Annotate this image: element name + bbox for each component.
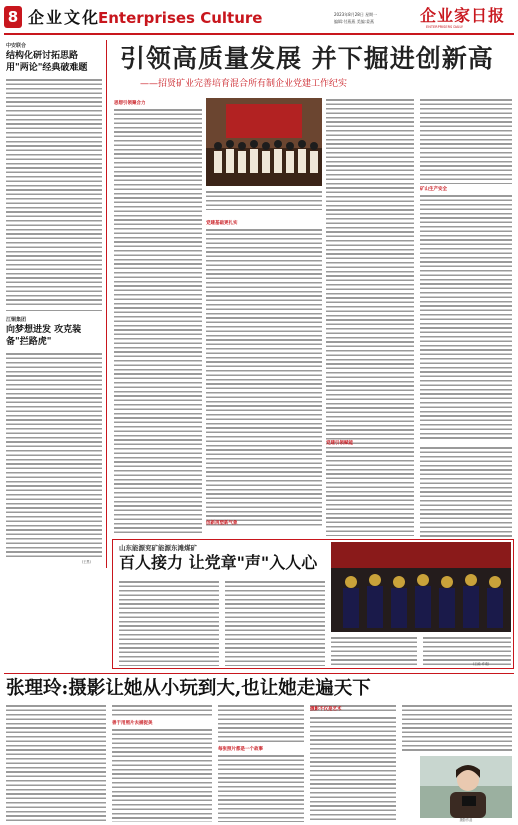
feature-title: 百人接力 让党章"声"入人心 xyxy=(119,553,318,572)
main-subhead-5: 创新再塑新气象 xyxy=(206,521,238,526)
right-col-body-1 xyxy=(420,98,512,184)
bottom-col-4b xyxy=(310,716,396,822)
main-subhead-1: 思想引领聚合力 xyxy=(114,101,146,106)
left-divider xyxy=(6,310,102,311)
main-col-2b-body xyxy=(206,228,322,528)
feature-col-3 xyxy=(331,636,417,666)
portrait-photo xyxy=(420,756,512,818)
main-col-1-body xyxy=(114,108,202,536)
left-headline-1: 结构化研讨拓思路 用"两论"经典破难题 xyxy=(6,51,88,73)
left-article-2-body xyxy=(6,352,102,560)
date-line: 2023年8月28日 星期一 xyxy=(334,12,378,17)
masthead-en: ENTERPRISERS DAILY xyxy=(426,25,464,29)
portrait-photo-image xyxy=(420,756,512,818)
page-number: 8 xyxy=(7,8,19,26)
section-title: 企业文化 xyxy=(28,8,101,27)
main-subhead-4: 党建引领赋能 xyxy=(326,441,353,446)
right-col-body-2 xyxy=(420,194,512,440)
column-divider xyxy=(106,40,107,568)
section-title-en: Enterprises Culture xyxy=(98,9,263,27)
bottom-subhead-2: 每张照片都是一个故事 xyxy=(218,747,263,752)
left-headline-2: 向梦想进发 攻克装备"拦路虎" xyxy=(6,325,82,347)
main-subhead-3: 矿山生产安全 xyxy=(420,187,447,192)
bottom-story-title: 张理玲:摄影让她从小玩到大,也让她走遍天下 xyxy=(6,678,371,699)
feature-col-2 xyxy=(225,580,325,666)
bottom-col-3a xyxy=(218,704,304,744)
bottom-col-2b xyxy=(112,728,212,822)
left-kicker-1: 中安联合 xyxy=(6,43,27,49)
bottom-col-2a xyxy=(112,704,212,718)
bottom-col-1 xyxy=(6,704,106,822)
masthead-logo: 企业家日报 xyxy=(420,6,506,25)
main-story-subtitle: ——招贤矿业完善培育混合所有制企业党建工作纪实 xyxy=(140,79,348,89)
bottom-subhead-1: 善于用照片去捕捉美 xyxy=(112,721,153,726)
main-story-title: 引领高质量发展 并下掘进创新高 xyxy=(120,44,494,73)
portrait-caption: 摄影作品 xyxy=(459,818,473,822)
group-photo xyxy=(206,98,322,186)
right-col-body-3 xyxy=(420,446,512,538)
main-col-3-body xyxy=(326,98,414,536)
main-subhead-2: 党建基础更扎实 xyxy=(206,221,238,226)
left-column xyxy=(4,38,104,570)
bottom-top-rule xyxy=(4,673,514,674)
header-rule xyxy=(4,33,514,35)
feature-author: (王能 许欢) xyxy=(473,662,490,666)
page-header xyxy=(0,0,518,38)
left-kicker-2: 江铜集团 xyxy=(6,317,27,323)
feature-kicker: 山东能源兖矿能源东滩煤矿 xyxy=(119,544,197,552)
main-col-1 xyxy=(114,96,202,536)
bottom-col-3b xyxy=(218,754,304,822)
feature-box xyxy=(112,539,514,669)
group-photo-image xyxy=(206,98,322,186)
left-article-1-body xyxy=(6,78,102,306)
main-col-2-body xyxy=(206,190,322,210)
left-article-2-author: (王思) xyxy=(82,560,91,564)
feature-col-1 xyxy=(119,580,219,666)
editor-line: 编辑:付燕燕 美编:姜燕 xyxy=(334,19,374,24)
bottom-subhead-3: 摄影不仅是艺术 xyxy=(310,707,342,712)
feature-photo xyxy=(331,542,511,632)
feature-photo-image xyxy=(331,542,511,632)
bottom-col-5a xyxy=(402,704,512,752)
